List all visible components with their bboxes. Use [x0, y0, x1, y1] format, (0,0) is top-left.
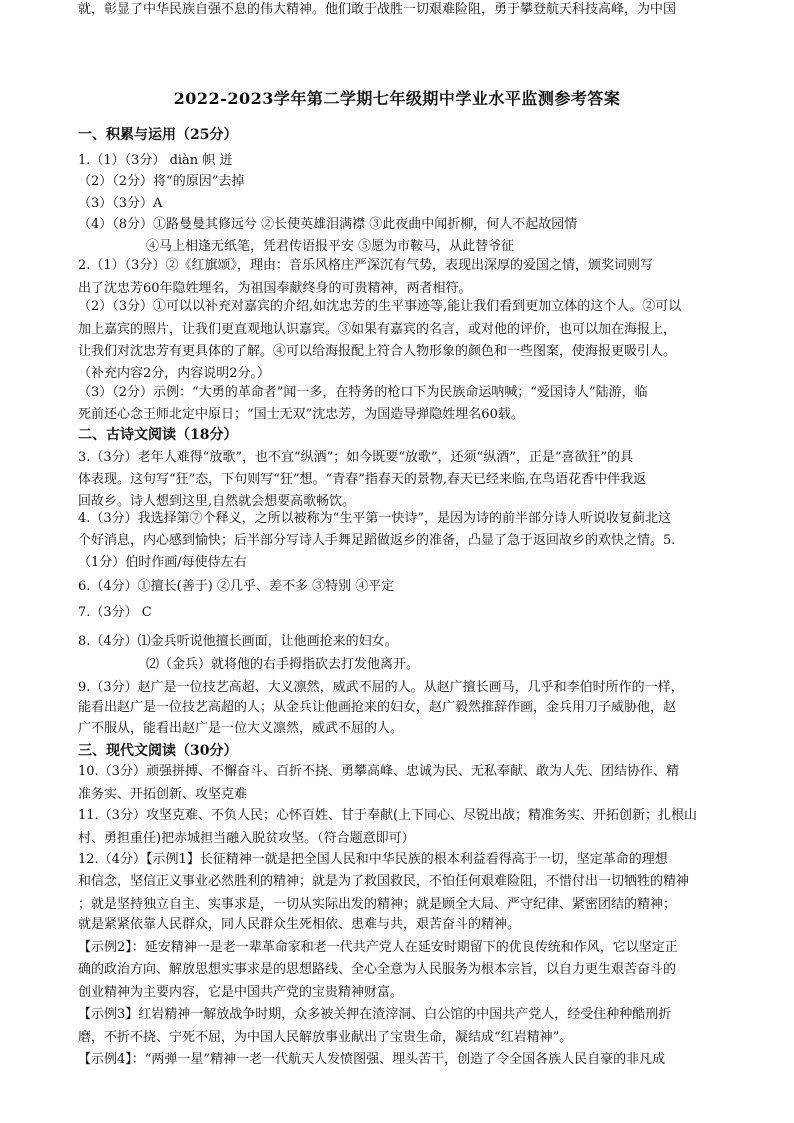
answer-line: 村、勇担重任)把赤城担当融入脱贫攻坚。（符合题意即可） [78, 831, 415, 846]
answer-line: （2）（2分）将“的原因”去掉 [78, 174, 245, 189]
answer-line: 和信念，坚信正义事业必然胜利的精神；就是为了救国救民，不怕任何艰难险阻，不惜付出一切牺牲的精神 [78, 874, 690, 889]
document-title: 2022-2023学年第二学期七年级期中学业水平监测参考答案 [173, 89, 621, 108]
answer-line: 创业精神为主要内容，它是中国共产党的宝贵精神财富。 [78, 985, 404, 1000]
answer-line: （3）（2分）示例：“大勇的革命者”闻一多，在特务的枪口下为民族命运呐喊；“爱国诗人”陆游，临 [78, 385, 648, 400]
answer-line: ⑵（金兵）就将他的右手拇指砍去打发他离开。 [146, 657, 420, 672]
answer-line: 死前还心念王师北定中原日；“国士无双”沈忠芳，为国造导弹隐姓埋名60载。 [78, 407, 524, 422]
answer-line: 回故乡。诗人想到这里,自然就会想要高歌畅饮。 [78, 494, 356, 509]
answer-line: 能看出赵广是一位技艺高超的人；从金兵让他画抢来的妇女，赵广毅然推辞作画，金兵用刀子威胁他，赵 [78, 700, 677, 715]
answer-line: 广不服从，能看出赵广是一位大义凛然，威武不屈的人。 [78, 721, 404, 736]
answer-line: ；就是坚持独立自主、实事求是，一切从实际出发的精神；就是顾全大局、严守纪律、紧密团结的精神； [78, 897, 677, 912]
answer-line: 就是紧紧依靠人民群众，同人民群众生死相依、患难与共，艰苦奋斗的精神。 [78, 917, 521, 932]
answer-line: 4.（3分）我选择第⑦个释义，之所以被称为“生平第一快诗”，是因为诗的前半部分诗人听说收复蓟北这 [78, 511, 671, 526]
answer-line: 出了沈忠芳60年隐姓埋名，为祖国奉献终身的可贵精神，两者相符。 [78, 281, 472, 296]
answer-line: 体表现。这句写“狂”态，下句则写“狂”想。“青春”指春天的景物,春天已经来临,在鸟语花香中伴我返 [78, 472, 647, 487]
answer-line: 2.（1）（3分）②《红旗颂》，理由：音乐风格庄严深沉有气势，表现出深厚的爱国之情，颁奖词则写 [78, 258, 653, 273]
answer-line: 【示例3】红岩精神一解放战争时期，众多被关押在渣滓洞、白公馆的中国共产党人，经受住种种酷刑折 [78, 1007, 672, 1022]
answer-line: 3.（3分）老年人难得“放歌”，也不宜“纵酒”；如今既要“放歌”，还须“纵酒”，正是“喜欲狂”的具 [78, 450, 634, 465]
answer-line: 准务实、开拓创新、攻坚克难 [78, 787, 248, 802]
answer-line: 磨，不折不挠、宁死不屈，为中国人民解放事业献出了宝贵生命，凝结成“红岩精神”。 [78, 1030, 573, 1045]
answer-line: 确的政治方向、解放思想实事求是的思想路线、全心全意为人民服务为根本宗旨，以自力更生艰苦奋斗的 [78, 962, 677, 977]
answer-line: 12.（4分）【示例1】长征精神一就是把全国人民和中华民族的根本利益看得高于一切，坚定革命的理想 [78, 852, 668, 867]
answer-line: 1.（1）（3分） diàn 帜 迸 [78, 153, 233, 168]
answer-line: （3）（3分）A [78, 196, 163, 211]
answer-line: 加上嘉宾的照片，让我们更直观地认识嘉宾。③如果有嘉宾的名言，或对他的评价，也可以加在海报上， [78, 322, 677, 337]
answer-line: 10.（3分）顽强拼搏、不懈奋斗、百折不挠、勇攀高峰、忠诚为民、无私奉献、敢为人先、团结协作、精 [78, 764, 679, 779]
answer-line: ④马上相逢无纸笔，凭君传语报平安 ⑤愿为市鞍马，从此替爷征 [146, 239, 515, 254]
answer-line: 11.（3分）攻坚克难、不负人民；心怀百姓、甘于奉献(上下同心、尽锐出战；精准务实、开拓创新；扎根山 [78, 808, 698, 823]
answer-line: （4）（8分）①路曼曼其修远兮 ②长使英雄泪满襟 ③此夜曲中闻折柳，何人不起故园情 [78, 217, 578, 232]
section-heading: 二、古诗文阅读（18分） [78, 427, 238, 443]
answer-line: 6.（4分）①擅长(善于) ②几乎、差不多 ③特别 ④平定 [78, 579, 395, 594]
section-heading: 一、积累与运用（25分） [78, 127, 238, 143]
answer-line: （补充内容2分，内容说明2分。） [78, 366, 271, 381]
answer-line: 【示例4】：“两弹一星”精神一老一代航天人发愤图强、埋头苦干，创造了令全国各族人民自豪的非凡成 [78, 1052, 666, 1067]
answer-line: 就，彰显了中华民族自强不息的伟大精神。他们敢于战胜一切艰难险阻，勇于攀登航天科技高峰，为中国 [78, 2, 677, 17]
answer-line: 7.（3分） C [78, 605, 152, 620]
answer-line: （1分）伯时作画/每使侍左右 [78, 555, 247, 570]
answer-line: 个好消息，内心感到愉快；后半部分写诗人手舞足蹈做返乡的准备，凸显了急于返回故乡的欢快之情。5. [78, 533, 676, 548]
section-heading: 三、现代文阅读（30分） [78, 743, 238, 759]
answer-line: 9.（3分）赵广是一位技艺高超、大义凛然，威武不屈的人。从赵广擅长画马，几乎和李伯时所作的一样， [78, 680, 684, 695]
answer-line: 8.（4分）⑴金兵听说他擅长画面，让他画抢来的妇女。 [78, 634, 398, 649]
answer-line: 让我们对沈忠芳有更具体的了解。④可以给海报配上符合人物形象的颜色和一些图案，使海报更吸引人。 [78, 344, 677, 359]
answer-line: （2）（3分）①可以以补充对嘉宾的介绍,如沈忠芳的生平事迹等,能让我们看到更加立体的这个人。②可以 [78, 299, 682, 314]
answer-line: 【示例2】：延安精神一是老一辈革命家和老一代共产党人在延安时期留下的优良传统和作风，它以坚定正 [78, 940, 678, 955]
